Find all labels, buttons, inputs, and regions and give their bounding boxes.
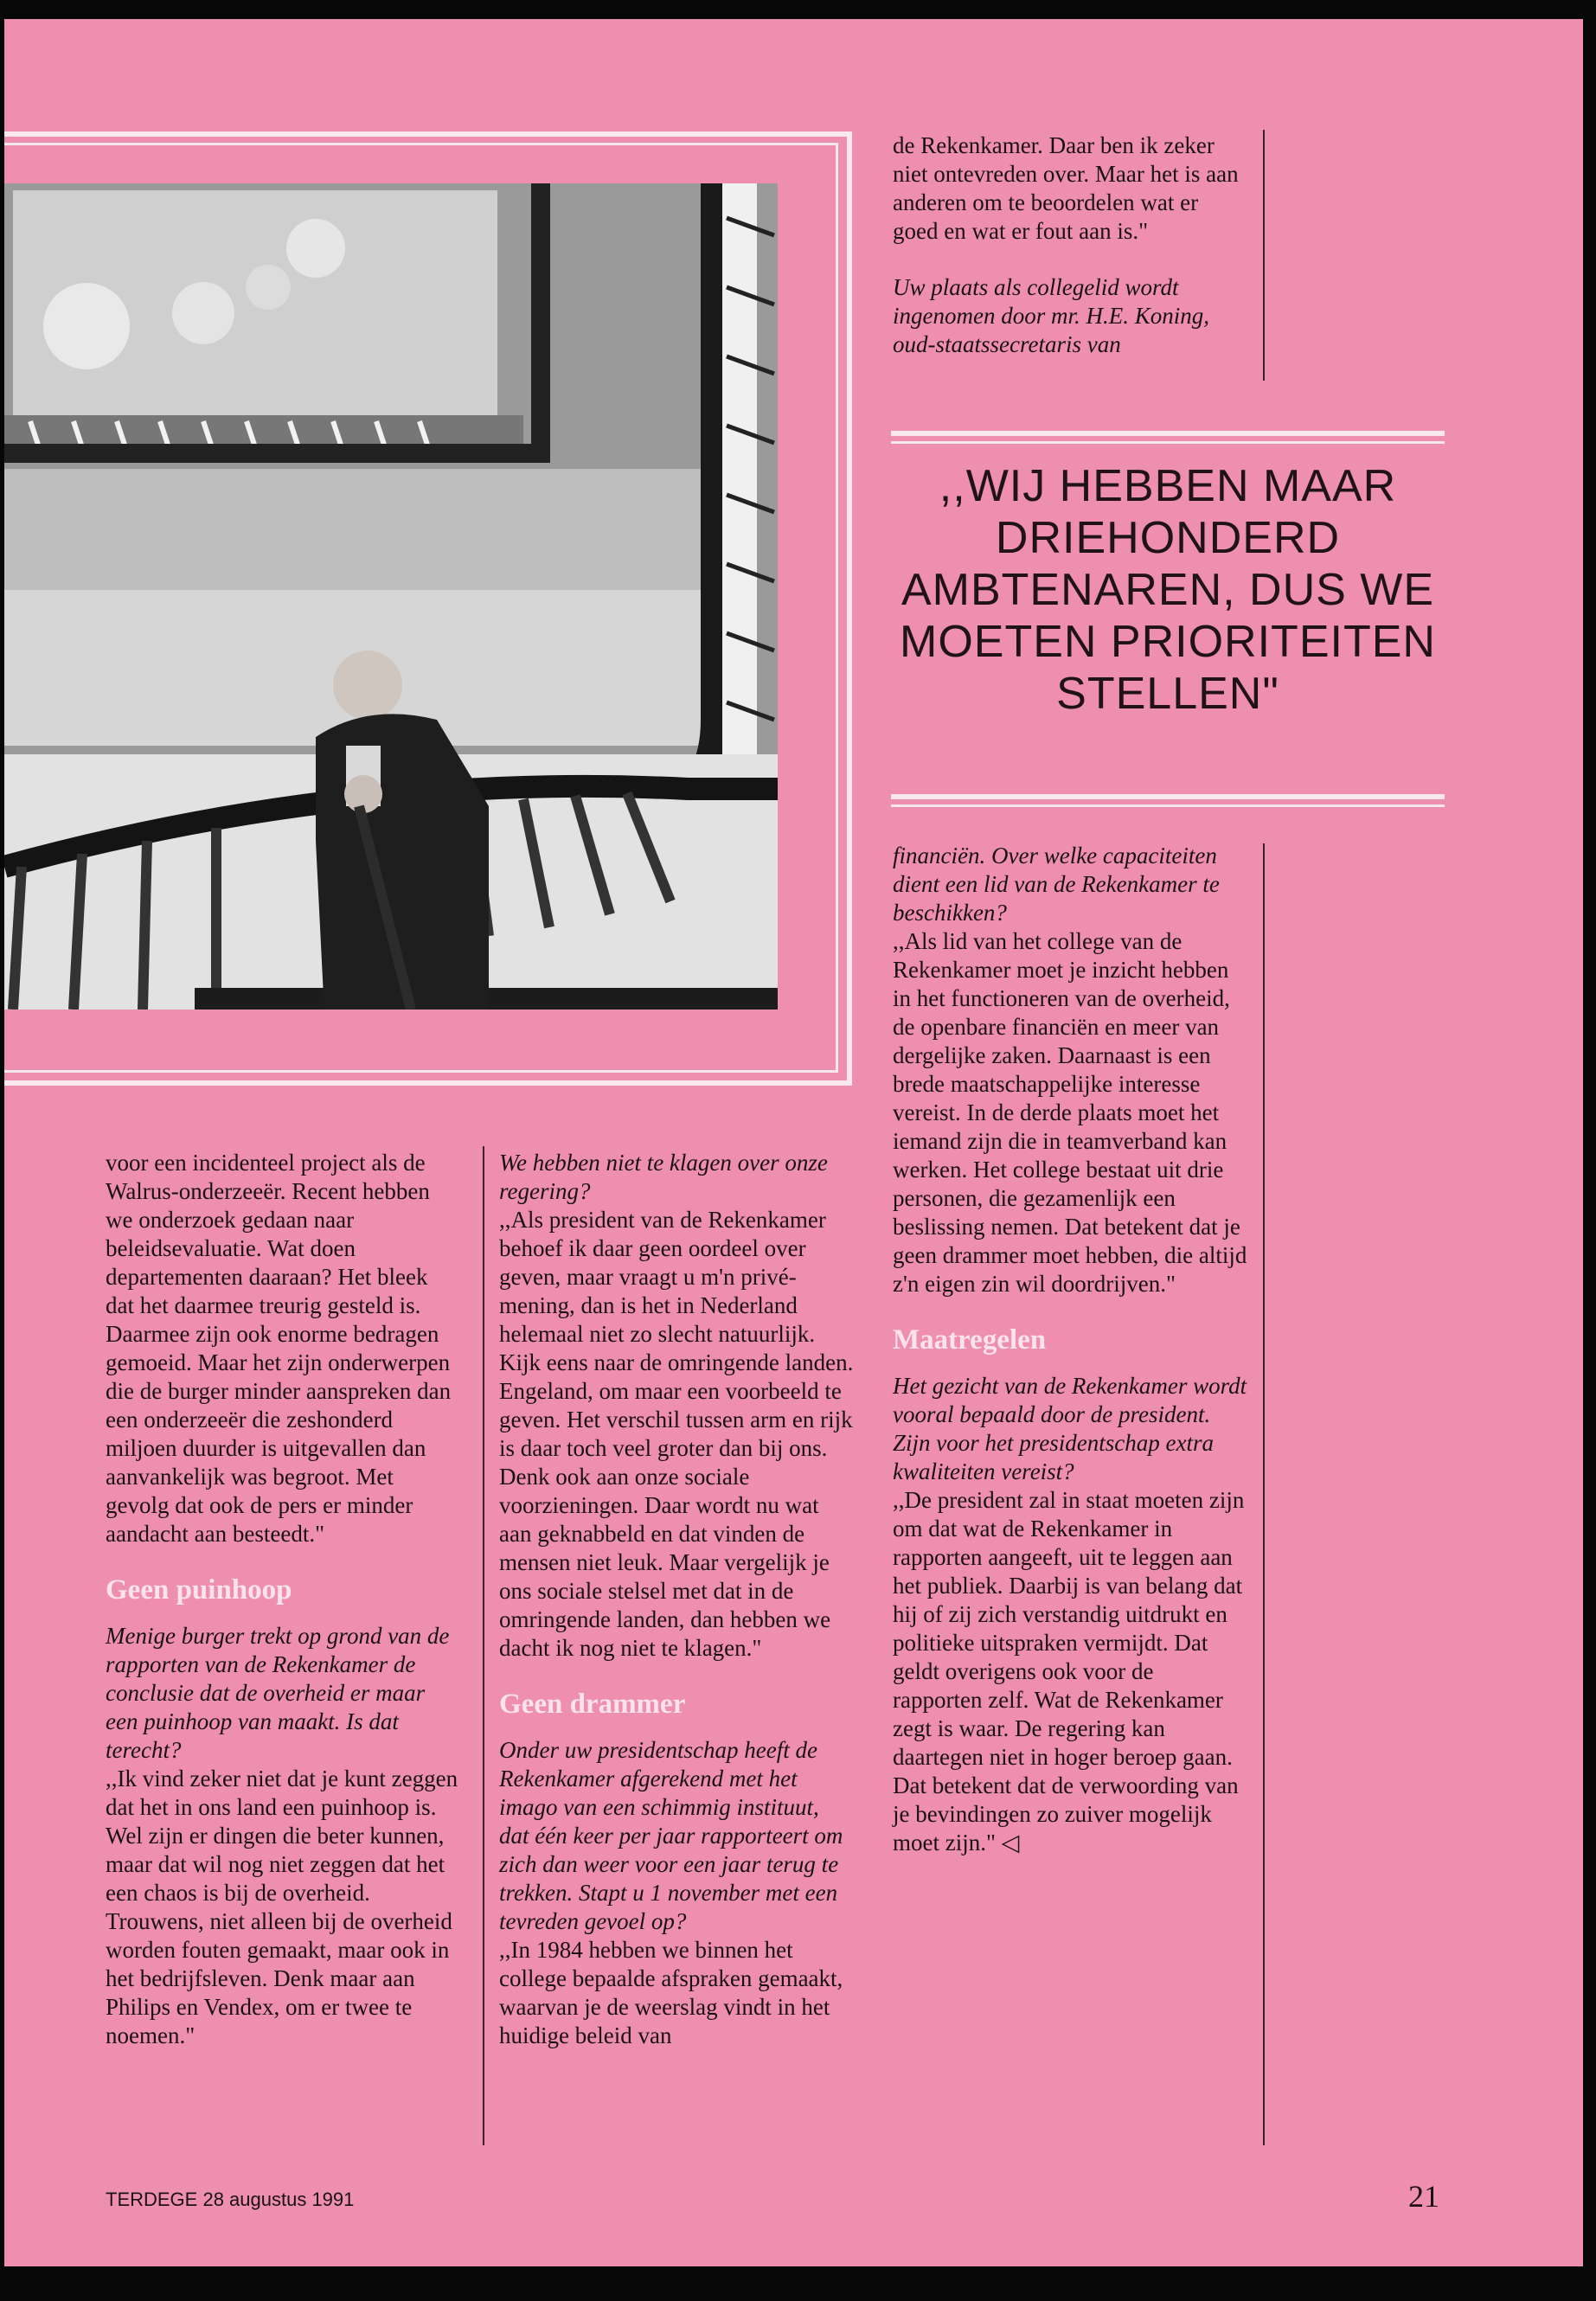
- column-right: [893, 842, 1247, 1857]
- column-middle: [499, 1149, 854, 2050]
- footer-publication: TERDEGE 28 augustus 1991: [106, 2189, 355, 2210]
- photo-frame-right: [847, 131, 852, 1086]
- column-top-right: [893, 131, 1247, 359]
- stairwell-photo: [4, 183, 778, 1009]
- interview-question: Het gezicht van de Rekenkamer wordt vooral bepaald door de president. Zijn voor het presidentschap extra kwaliteiten vereist?: [893, 1373, 1247, 1484]
- photo-frame-inner-bottom: [4, 1070, 838, 1073]
- paragraph: ,,Als lid van het college van de Rekenkamer moet je inzicht hebben in het functioneren van de overheid, de openbare financiën en meer van dergelijke zaken. Daarnaast is een brede maatschappelijke interesse vereist. In de derde plaats moet het iemand zijn die in teamverband kan werken. Het college bestaat uit drie personen, die gezamenlijk een beslissing nemen. Dat betekent dat je geen drammer moet hebben, die altijd z'n eigen zin wil doordrijven.": [893, 928, 1247, 1297]
- column-rule-right: [1263, 843, 1265, 2145]
- interview-question: Onder uw presidentschap heeft de Rekenkamer afgerekend met het imago van een schimmig instituut, dat één keer per jaar rapporteert om zich dan weer voor een jaar terug te trekken. Stapt u 1 november met een tevreden gevoel op?: [499, 1737, 843, 1934]
- section-heading: Geen puinhoop: [106, 1574, 292, 1606]
- paragraph: voor een incidenteel project als de Walrus-onderzeeër. Recent hebben we onderzoek gedaan naar beleidsevaluatie. Wat doen departementen daaraan? Het bleek dat het daarmee treurig gesteld is. Daarmee zijn ook enorme bedragen gemoeid. Maar het zijn onderwerpen die de burger minder aanspreken dan een onderzeeër die zeshonderd miljoen duurder is uitgevallen dan aanvankelijk was begroot. Met gevolg dat ook de pers er minder aandacht aan besteedt.": [106, 1150, 452, 1547]
- interview-question: Menige burger trekt op grond van de rapporten van de Rekenkamer de conclusie dat de overheid er maar een puinhoop van maakt. Is dat terecht?: [106, 1623, 450, 1763]
- interview-question: We hebben niet te klagen over onze regering?: [499, 1150, 828, 1204]
- photo-frame-inner-top: [4, 143, 838, 145]
- paragraph: ,,De president zal in staat moeten zijn om dat wat de Rekenkamer in rapporten aangeeft, uit te leggen aan het publiek. Daarbij is van belang dat hij of zij zich verstandig uitdrukt en politieke uitspraken vermijdt. Dat geldt overigens ook voor de rapporten zelf. Wat de Rekenkamer zegt is waar. De regering kan daartegen niet in hoger beroep gaan. Dat betekent dat de verwoording van je bevindingen zo zuiver mogelijk moet zijn." ◁: [893, 1487, 1245, 1856]
- paragraph: ,,In 1984 hebben we binnen het college bepaalde afspraken gemaakt, waarvan je de weerslag vindt in het huidige beleid van: [499, 1937, 843, 2048]
- paragraph: de Rekenkamer. Daar ben ik zeker niet ontevreden over. Maar het is aan anderen om te beoordelen wat er goed en wat er fout aan is.": [893, 132, 1239, 244]
- pull-quote-rule-top: [891, 431, 1445, 436]
- pull-quote: ,,WIJ HEBBEN MAAR DRIEHONDERD AMBTENAREN, DUS WE MOETEN PRIORITEITEN STELLEN": [900, 461, 1436, 719]
- interview-question: Uw plaats als collegelid wordt ingenomen door mr. H.E. Koning, oud-staatssecretaris van: [893, 274, 1209, 357]
- section-heading: Maatregelen: [893, 1324, 1047, 1356]
- section-heading: Geen drammer: [499, 1689, 686, 1720]
- photo-frame-bottom: [4, 1080, 852, 1086]
- paragraph: ,,Als president van de Rekenkamer behoef ik daar geen oordeel over geven, maar vraagt u m'n privé-mening, dan is het in Nederland helemaal niet zo slecht natuurlijk. Kijk eens naar de omringende landen. Engeland, om maar een voorbeeld te geven. Het verschil tussen arm en rijk is daar toch veel groter dan bij ons. Denk ook aan onze sociale voorzieningen. Daar wordt nu wat aan geknabbeld en dat vinden de mensen niet leuk. Maar vergelijk je ons sociale stelsel met dat in de omringende landen, dan hebben we dacht ik nog niet te klagen.": [499, 1207, 854, 1661]
- pull-quote-rule-bottom-thin: [891, 804, 1445, 807]
- column-rule-mid: [483, 1146, 484, 2145]
- column-left: [106, 1149, 460, 2050]
- photo-frame-top: [4, 131, 852, 137]
- interview-question: financiën. Over welke capaciteiten dient een lid van de Rekenkamer te beschikken?: [893, 843, 1220, 926]
- pull-quote-rule-bottom: [891, 794, 1445, 799]
- pull-quote-rule-top-thin: [891, 441, 1445, 444]
- paragraph: ,,Ik vind zeker niet dat je kunt zeggen dat het in ons land een puinhoop is. Wel zijn er dingen die beter kunnen, maar dat wil nog niet zeggen dat het een chaos is bij de overheid. Trouwens, niet alleen bij de overheid worden fouten gemaakt, maar ook in het bedrijfsleven. Denk maar aan Philips en Vendex, om er twee te noemen.": [106, 1766, 458, 2048]
- column-rule-top-right: [1263, 130, 1265, 381]
- photo-frame-inner-right: [836, 143, 838, 1073]
- page-number: 21: [1408, 2179, 1439, 2214]
